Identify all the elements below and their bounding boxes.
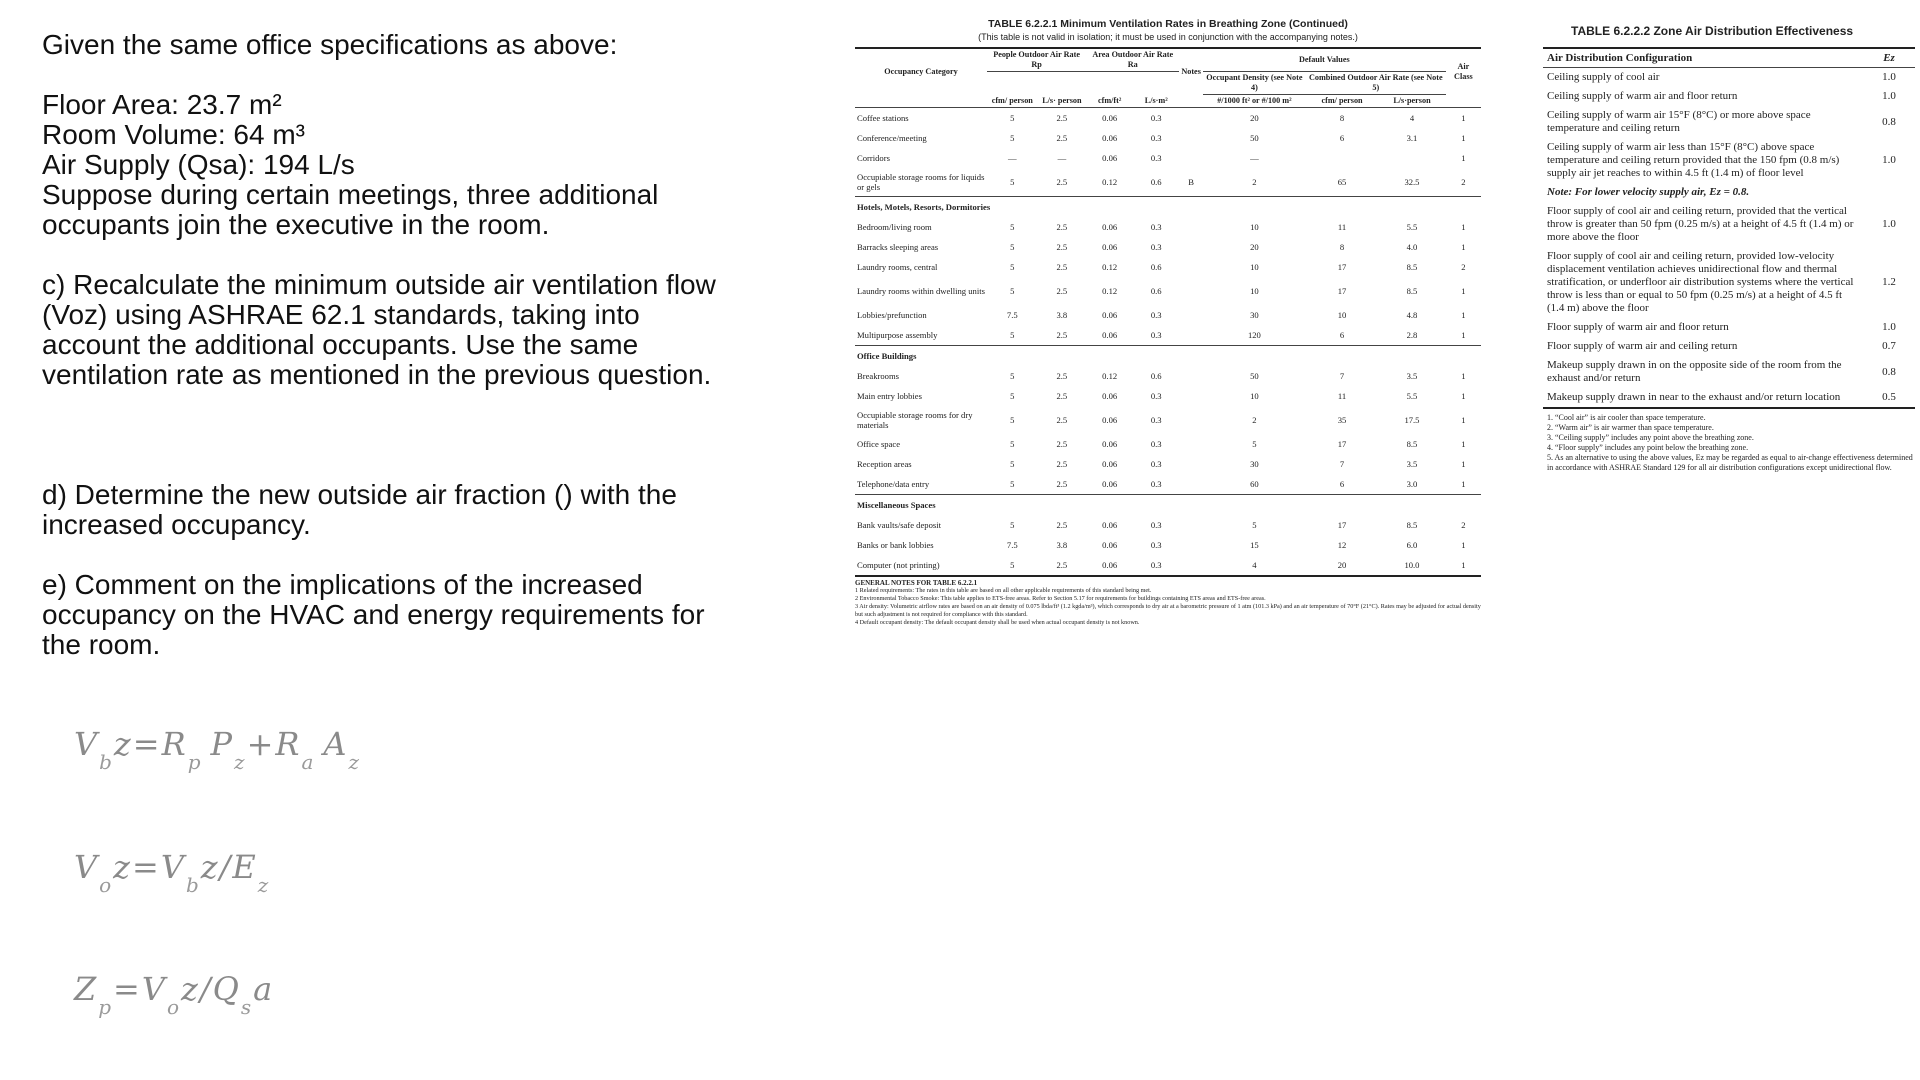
table-cell: 17 (1337, 262, 1347, 272)
table-cell (1179, 325, 1203, 346)
table1-notes (855, 579, 1481, 627)
occupancy-category: Occupiable storage rooms for liquids or gels (857, 172, 985, 192)
table-row (855, 386, 1481, 406)
table-cell: 20 (1306, 555, 1378, 576)
table-footnote: 3. “Ceiling supply” includes any point above the breathing zone. (1547, 433, 1754, 442)
table-cell: 8.5 (1406, 520, 1418, 530)
table-cell: 12 (1337, 540, 1347, 550)
table-cell: 5 (1010, 439, 1015, 449)
ez-value: 1.0 (1882, 90, 1896, 102)
th-air-class: Air Class (1446, 48, 1481, 95)
section-header-row (855, 495, 1481, 516)
table-cell: 3.0 (1406, 479, 1418, 489)
table-cell: 35 (1337, 415, 1347, 425)
table-cell: 2 (1252, 415, 1257, 425)
table-cell: 0.06 (1102, 153, 1118, 163)
table-footnote: 4. “Floor supply” includes any point below the breathing zone. (1547, 443, 1749, 452)
table-cell: 0.06 (1102, 310, 1118, 320)
table-cell: 2.8 (1406, 330, 1418, 340)
table-cell: 7 (1339, 459, 1345, 469)
table2-footnotes (1543, 413, 1915, 473)
table-cell: 10.0 (1378, 555, 1446, 576)
th-ez: Ez (1863, 48, 1915, 68)
th-unit: cfm/ft² (1097, 95, 1122, 105)
table-cell: 2 (1461, 262, 1466, 272)
table2-title: TABLE 6.2.2.2 Zone Air Distribution Effectiveness (1571, 24, 1854, 38)
table-row (855, 277, 1481, 305)
table-note: 2 Environmental Tobacco Smoke: This table applies to ETS-free areas. Refer to Section 5.17 for requirements for buildings containing ETS areas and ETS-free areas. (855, 595, 1266, 602)
table-cell (1179, 108, 1203, 129)
table-cell: 50 (1250, 133, 1259, 143)
table-row (1543, 106, 1915, 138)
formula-zp: $Z_p=V_oz/Q_sa$ (74, 970, 275, 1019)
table-cell (1179, 454, 1203, 474)
table-cell: 0.6 (1150, 262, 1162, 272)
table-row (1543, 318, 1915, 337)
occupancy-category: Main entry lobbies (857, 391, 922, 401)
occupancy-category: Barracks sleeping areas (857, 242, 939, 252)
table-cell: 0.06 (1102, 415, 1118, 425)
table-cell: 1 (1461, 286, 1466, 296)
table-cell: 7.5 (1006, 540, 1018, 550)
room-volume: Room Volume: 64 m³ (42, 119, 305, 150)
table-cell: 1 (1461, 540, 1466, 550)
configuration-cell: Floor supply of warm air and floor return (1547, 321, 1729, 333)
table-cell: 0.06 (1102, 459, 1118, 469)
configuration-cell: Makeup supply drawn in on the opposite side of the room from the exhaust and/or return (1547, 359, 1842, 384)
table-cell: 20 (1250, 242, 1259, 252)
table-cell (1179, 406, 1203, 434)
table-cell: 2.5 (1056, 459, 1068, 469)
table-cell: 2.5 (1056, 242, 1068, 252)
occupancy-category: Banks or bank lobbies (857, 540, 934, 550)
occupancy-category: Occupiable storage rooms for dry materials (857, 410, 973, 430)
occupancy-category: Conference/meeting (857, 133, 927, 143)
table1-title: TABLE 6.2.2.1 Minimum Ventilation Rates in Breathing Zone (Continued) (988, 18, 1348, 30)
table-cell: 1 (1461, 153, 1466, 163)
table-cell: 17 (1337, 286, 1347, 296)
table-cell: 2 (1252, 177, 1257, 187)
table-row (855, 257, 1481, 277)
th-density: Occupant Density (see Note 4) (1203, 72, 1306, 95)
table-cell: 17 (1337, 520, 1347, 530)
table-cell: 2.5 (1056, 286, 1068, 296)
table-cell: 6 (1339, 330, 1345, 340)
air-distribution-table (1543, 47, 1915, 409)
configuration-cell: Makeup supply drawn in near to the exhaust and/or return location (1543, 388, 1863, 408)
table-cell (1179, 366, 1203, 386)
table-cell: 0.3 (1150, 310, 1162, 320)
table-cell: 17.5 (1404, 415, 1420, 425)
table-cell: 15 (1250, 540, 1259, 550)
table-row (1543, 202, 1915, 247)
th-area: Area Outdoor Air Rate Ra (1086, 48, 1179, 72)
table-row (855, 148, 1481, 168)
table-cell: 0.3 (1150, 153, 1162, 163)
table-cell: 4 (1203, 555, 1306, 576)
table-cell: 0.06 (1102, 330, 1118, 340)
table-cell: 0.12 (1102, 262, 1118, 272)
configuration-cell: Floor supply of cool air and ceiling return, provided low-velocity displacement ventilation achieves unidirectional flow and thermal stratification, or underfloor air distribution systems where the vertical throw is less than or equal to 50 fpm (0.25 m/s) at a height of 4.5 ft (1.4 m) above the floor (1547, 250, 1854, 314)
table-cell: 1 (1446, 555, 1481, 576)
table-row (1543, 138, 1915, 183)
table-row (855, 535, 1481, 555)
th-combined: Combined Outdoor Air Rate (see Note 5) (1306, 72, 1446, 95)
occupancy-category: Computer (not printing) (855, 555, 987, 576)
table-row (1543, 68, 1915, 88)
table-row (855, 108, 1481, 129)
air-distribution-body (1543, 68, 1915, 409)
ez-value: 1.0 (1882, 154, 1896, 166)
table-cell: 0.12 (1102, 177, 1118, 187)
table-cell: 1 (1461, 133, 1466, 143)
ez-value: 0.7 (1882, 340, 1896, 352)
table-cell: 120 (1247, 330, 1261, 340)
table-cell: 2.5 (1056, 520, 1068, 530)
occupancy-category: Lobbies/prefunction (857, 310, 927, 320)
table-cell: 5 (1010, 415, 1015, 425)
table-cell: 0.3 (1150, 540, 1162, 550)
table-row (855, 555, 1481, 576)
table-cell: 5 (1010, 459, 1015, 469)
notes-heading: GENERAL NOTES FOR TABLE 6.2.2.1 (855, 579, 978, 587)
table-cell: 5.5 (1406, 391, 1418, 401)
table-cell: 32.5 (1404, 177, 1420, 187)
table-cell: 5 (987, 108, 1038, 129)
table1-subtitle: (This table is not valid in isolation; it must be used in conjunction with the accompanying notes.) (978, 32, 1358, 42)
ez-value: 0.5 (1863, 388, 1915, 408)
table-cell: 10 (1337, 310, 1347, 320)
table-cell: 2.5 (1056, 222, 1068, 232)
table-cell: 0.06 (1102, 391, 1118, 401)
table-cell: 2.5 (1056, 133, 1068, 143)
table-cell: 2.5 (1056, 177, 1068, 187)
table-note: 3 Air density: Volumetric airflow rates are based on an air density of 0.075 lbda/ft³ (1.2 kgda/m³), which corresponds to dry air at a barometric pressure of 1 atm (101.3 kPa) and an air temperature of 70°F (21°C). Rates may be adjusted for actual density but such adjustment is not required for compliance with this standard. (855, 603, 1481, 618)
table-cell: — (1007, 153, 1017, 163)
th-unit: cfm/ person (1321, 96, 1363, 105)
th-unit: cfm/ person (991, 95, 1033, 105)
table-cell: 2.5 (1056, 439, 1068, 449)
table-cell: 1 (1461, 459, 1466, 469)
table-cell: 8.5 (1406, 286, 1418, 296)
table-cell: 60 (1250, 479, 1259, 489)
table-cell: 1 (1461, 415, 1466, 425)
section-label: Miscellaneous Spaces (855, 495, 1481, 516)
table-cell: 0.3 (1133, 555, 1179, 576)
section-label: Hotels, Motels, Resorts, Dormitories (855, 197, 1481, 218)
ventilation-table-body (855, 108, 1481, 577)
table-cell: 11 (1337, 391, 1347, 401)
table-cell: 0.6 (1150, 371, 1162, 381)
table-cell: 2 (1461, 177, 1466, 187)
table-cell: 6 (1339, 479, 1345, 489)
occupancy-category: Office space (857, 439, 901, 449)
table-cell: 8.5 (1406, 439, 1418, 449)
table-cell: 2.5 (1056, 479, 1068, 489)
table-cell: 1 (1461, 330, 1466, 340)
th-unit: #/1000 ft² or #/100 m² (1217, 96, 1292, 105)
table-row (855, 237, 1481, 257)
table-cell: 2.5 (1056, 262, 1068, 272)
table-row (855, 474, 1481, 495)
table-cell: 17 (1337, 439, 1347, 449)
table-cell: 1 (1461, 391, 1466, 401)
table-cell: 0.3 (1150, 133, 1162, 143)
table-note: 4 Default occupant density: The default occupant density shall be used when actual occupant density is not known. (855, 619, 1140, 626)
th-people: People Outdoor Air Rate Rp (987, 48, 1086, 72)
ventilation-rates-table (855, 47, 1481, 577)
table-cell: B (1188, 177, 1194, 187)
table-cell: 1 (1461, 310, 1466, 320)
table-cell: 0.12 (1102, 371, 1118, 381)
th-notes: Notes (1179, 48, 1203, 95)
configuration-cell: Ceiling supply of warm air and floor return (1547, 90, 1738, 102)
table-row (855, 128, 1481, 148)
table-cell: 0.3 (1150, 520, 1162, 530)
table-cell: 1 (1461, 439, 1466, 449)
table-cell: — (1250, 153, 1259, 163)
table-cell: 2.5 (1056, 330, 1068, 340)
table-cell (1179, 515, 1203, 535)
table-cell: 0.06 (1102, 439, 1118, 449)
table-cell: 4.8 (1406, 310, 1418, 320)
floor-area: Floor Area: 23.7 m² (42, 89, 282, 120)
table-cell: 2.5 (1056, 391, 1068, 401)
th-configuration: Air Distribution Configuration (1543, 48, 1863, 68)
table-cell: 30 (1250, 459, 1259, 469)
table-cell: 8 (1306, 108, 1378, 129)
part-d: d) Determine the new outside air fraction () with the increased occupancy. (42, 479, 677, 540)
table-cell (1179, 474, 1203, 495)
table-cell: 20 (1203, 108, 1306, 129)
table-cell: 2.5 (1056, 371, 1068, 381)
table-row (855, 515, 1481, 535)
configuration-cell: Ceiling supply of cool air (1547, 71, 1660, 83)
table-cell: 10 (1250, 222, 1259, 232)
table-cell: — (1057, 153, 1067, 163)
table-cell: 0.06 (1086, 555, 1133, 576)
table-cell: 6 (1339, 133, 1345, 143)
table-cell: 0.06 (1102, 540, 1118, 550)
table-cell: 0.3 (1150, 479, 1162, 489)
table-cell: 1 (1461, 479, 1466, 489)
configuration-cell: Ceiling supply of warm air 15°F (8°C) or more above space temperature and ceiling return (1547, 109, 1811, 134)
table-cell: 0.3 (1150, 439, 1162, 449)
table-cell: 0.06 (1102, 479, 1118, 489)
table-cell (1306, 148, 1378, 168)
table-cell: 5 (1010, 479, 1015, 489)
ventilation-rates-table-panel (855, 18, 1481, 627)
occupancy-category: Coffee stations (855, 108, 987, 129)
table-cell: 0.3 (1133, 108, 1179, 129)
table-cell: 0.3 (1150, 459, 1162, 469)
table-row (1543, 247, 1915, 318)
ez-value: 0.8 (1882, 115, 1896, 128)
section-label: Office Buildings (855, 346, 1481, 367)
table-cell: 5 (1010, 177, 1015, 187)
table-cell (1179, 217, 1203, 237)
table-cell: 8 (1339, 242, 1345, 252)
table-row (1543, 183, 1915, 202)
table-cell: 0.06 (1102, 520, 1118, 530)
table-row (855, 168, 1481, 197)
table-cell: 0.3 (1150, 330, 1162, 340)
th-unit: L/s·person (1393, 96, 1431, 105)
ez-value: 1.0 (1882, 218, 1896, 230)
th-category: Occupancy Category (855, 48, 987, 95)
scenario-text: Suppose during certain meetings, three additional occupants join the executive in the room. (42, 179, 659, 240)
table-note: 1 Related requirements: The rates in this table are based on all other applicable requirements of this standard being met. (855, 587, 1152, 594)
configuration-cell: Floor supply of warm air and ceiling return (1547, 340, 1738, 352)
table-cell: 6.0 (1406, 540, 1418, 550)
ez-value: 1.0 (1882, 321, 1896, 333)
configuration-cell: Floor supply of cool air and ceiling return, provided that the vertical throw is greater than 50 fpm (0.25 m/s) at a height of 4.5 ft (1.4 m) or more above the floor (1547, 205, 1854, 243)
table-cell: 5 (1010, 133, 1015, 143)
ez-value (1863, 183, 1915, 202)
table-cell (1179, 535, 1203, 555)
table-cell (1179, 128, 1203, 148)
table-cell: 0.6 (1150, 177, 1162, 187)
section-header-row (855, 197, 1481, 218)
table-cell: 5 (1010, 242, 1015, 252)
table-row (1543, 388, 1915, 408)
table-cell (1179, 434, 1203, 454)
table-cell: 1 (1446, 108, 1481, 129)
table-cell: 0.06 (1086, 108, 1133, 129)
table-cell: 50 (1250, 371, 1259, 381)
table-cell: 5 (1010, 286, 1015, 296)
air-distribution-table-panel (1543, 20, 1915, 473)
table-cell: 30 (1250, 310, 1259, 320)
table-cell: 5 (1010, 262, 1015, 272)
table-cell: 0.6 (1150, 286, 1162, 296)
th-unit: L/s· person (1042, 95, 1082, 105)
table-cell: 10 (1250, 262, 1259, 272)
table-cell (1179, 555, 1203, 576)
table-cell (1378, 148, 1446, 168)
table-cell (1179, 237, 1203, 257)
table-cell (1179, 305, 1203, 325)
ez-value: 1.0 (1882, 71, 1896, 83)
occupancy-category: Reception areas (857, 459, 912, 469)
table-row (1543, 356, 1915, 388)
table-cell: 5 (1010, 330, 1015, 340)
table-cell: 3.1 (1406, 133, 1418, 143)
occupancy-category: Telephone/data entry (857, 479, 930, 489)
table-cell: 5 (1010, 371, 1015, 381)
table-row (855, 305, 1481, 325)
table-cell: 0.3 (1150, 391, 1162, 401)
table-cell: 0.3 (1150, 415, 1162, 425)
occupancy-category: Laundry rooms, central (857, 262, 938, 272)
table-cell: 0.06 (1102, 242, 1118, 252)
table-cell: 2.5 (1038, 555, 1087, 576)
table-row (855, 366, 1481, 386)
table-cell: 11 (1337, 222, 1347, 232)
table-cell: 10 (1250, 391, 1259, 401)
table-cell (1179, 386, 1203, 406)
table-cell: 2.5 (1038, 108, 1087, 129)
table-row (855, 217, 1481, 237)
table-cell: 8.5 (1406, 262, 1418, 272)
table-cell: 5 (1252, 520, 1257, 530)
ez-value: 0.8 (1882, 365, 1896, 378)
table-cell: 10 (1250, 286, 1259, 296)
table-cell: 5 (1010, 391, 1015, 401)
table-cell (1179, 277, 1203, 305)
table-cell: 1 (1461, 242, 1466, 252)
table-cell: 0.06 (1102, 133, 1118, 143)
table-cell: 0.3 (1150, 222, 1162, 232)
formula-voz: $V_oz=V_bz/E_z$ (74, 848, 271, 897)
th-unit: L/s·m² (1144, 95, 1168, 105)
table-cell (1179, 257, 1203, 277)
occupancy-category: Corridors (857, 153, 890, 163)
table-cell (1179, 148, 1203, 168)
table-cell: 4 (1378, 108, 1446, 129)
occupancy-category: Bedroom/living room (857, 222, 932, 232)
table-cell: 3.5 (1406, 459, 1418, 469)
table-cell: 5 (987, 555, 1038, 576)
ez-value: 1.2 (1882, 276, 1896, 288)
occupancy-category: Breakrooms (857, 371, 900, 381)
table-cell: 5 (1252, 439, 1257, 449)
table-footnote: 5. As an alternative to using the above values, Ez may be regarded as equal to air-change effectiveness determined in accordance with ASHRAE Standard 129 for all air distribution configurations except unidirectional flow. (1547, 453, 1913, 472)
table-cell: 1 (1461, 371, 1466, 381)
section-header-row (855, 346, 1481, 367)
th-default: Default Values (1203, 48, 1446, 72)
table-cell: 2 (1461, 520, 1466, 530)
table-cell: 4.0 (1406, 242, 1418, 252)
table-row (855, 325, 1481, 346)
formula-vbz: $V_bz=R_p$ $P_z+R_a$ $A_z$ (74, 725, 362, 774)
configuration-cell: Note: For lower velocity supply air, Ez = 0.8. (1547, 186, 1750, 198)
table-cell: 65 (1337, 177, 1347, 187)
table-row (855, 406, 1481, 434)
table-row (855, 434, 1481, 454)
table-cell: 3.8 (1056, 540, 1068, 550)
table-cell: 0.06 (1102, 222, 1118, 232)
configuration-cell: Ceiling supply of warm air less than 15°F (8°C) above space temperature and ceiling return provided that the 150 fpm (0.8 m/s) supply air jet reaches to within 4.5 ft (1.4 m) of floor level (1547, 141, 1840, 179)
table-cell: 7 (1339, 371, 1345, 381)
table-cell: 5 (1010, 520, 1015, 530)
table-cell: 0.12 (1102, 286, 1118, 296)
table-footnote: 1. “Cool air” is air cooler than space temperature. (1547, 413, 1706, 422)
question-intro: Given the same office specifications as above: (42, 29, 618, 60)
part-e: e) Comment on the implications of the increased occupancy on the HVAC and energy requirements for the room. (42, 569, 705, 660)
table-cell: 3.8 (1056, 310, 1068, 320)
table-cell: 3.5 (1406, 371, 1418, 381)
table-row (855, 454, 1481, 474)
table-cell: 0.3 (1150, 242, 1162, 252)
table-cell: 2.5 (1056, 415, 1068, 425)
air-supply: Air Supply (Qsa): 194 L/s (42, 149, 355, 180)
table-row (1543, 337, 1915, 356)
occupancy-category: Multipurpose assembly (857, 330, 938, 340)
occupancy-category: Laundry rooms within dwelling units (857, 286, 985, 296)
table-footnote: 2. “Warm air” is air warmer than space temperature. (1547, 423, 1714, 432)
table-cell: 7.5 (1006, 310, 1018, 320)
question-panel (42, 30, 742, 660)
table-cell: 5 (1010, 222, 1015, 232)
table-row (1543, 87, 1915, 106)
part-c: c) Recalculate the minimum outside air ventilation flow (Voz) using ASHRAE 62.1 standards, taking into account the additional occupants. Use the same ventilation rate as mentioned in the previous question. (42, 269, 716, 390)
occupancy-category: Bank vaults/safe deposit (857, 520, 942, 530)
table-cell: 5.5 (1406, 222, 1418, 232)
table-cell: 1 (1461, 222, 1466, 232)
